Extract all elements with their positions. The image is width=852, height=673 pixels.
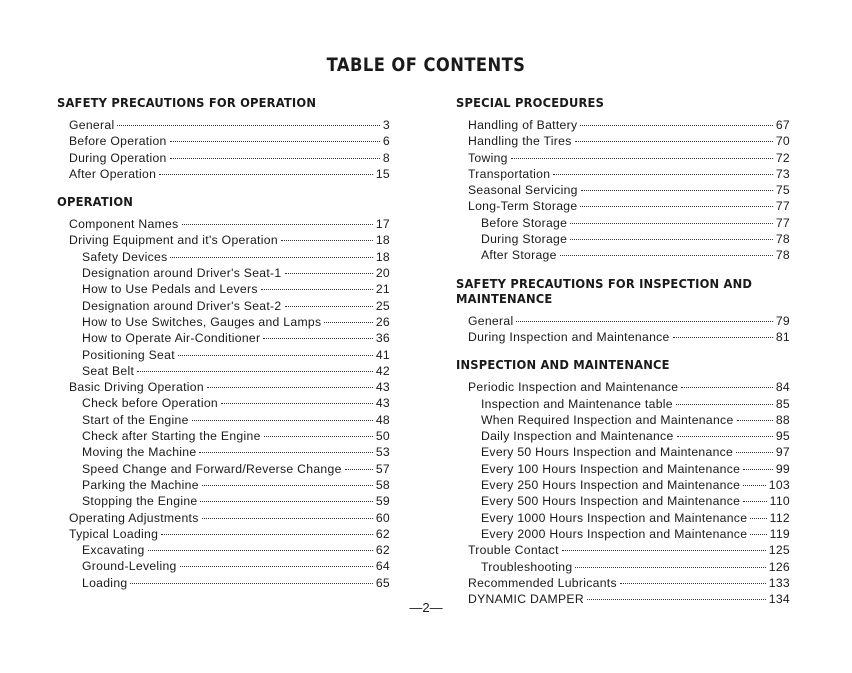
toc-entry-label: During Operation — [69, 150, 167, 165]
toc-entry[interactable] — [57, 558, 390, 574]
toc-entry-page: 6 — [382, 134, 390, 149]
toc-entry-page: 8 — [382, 150, 390, 165]
dot-leader — [170, 141, 380, 142]
toc-entry-label: Operating Adjustments — [69, 510, 199, 525]
toc-entry-label: Handling of Battery — [468, 118, 578, 132]
dot-leader — [575, 567, 765, 568]
toc-entry-label: Periodic Inspection and Maintenance — [468, 380, 679, 395]
page-title: TABLE OF CONTENTS — [326, 54, 526, 76]
toc-entry-page: 75 — [775, 183, 790, 198]
toc-entry[interactable] — [57, 117, 390, 133]
toc-entry[interactable] — [57, 216, 390, 232]
toc-entry[interactable] — [456, 461, 790, 477]
dot-leader — [580, 206, 772, 207]
toc-entry-page: 43 — [375, 380, 390, 395]
toc-entry[interactable] — [456, 166, 790, 182]
dot-leader — [581, 190, 773, 191]
toc-entry[interactable] — [57, 510, 390, 526]
dot-leader — [560, 255, 773, 256]
toc-entry-label: Every 2000 Hours Inspection and Maintenance — [481, 526, 748, 541]
toc-entry-page: 126 — [768, 559, 790, 574]
toc-entry[interactable] — [57, 330, 390, 346]
toc-entry-label: Basic Driving Operation — [69, 380, 204, 395]
toc-entry[interactable] — [456, 510, 790, 526]
section-heading: OPERATION — [57, 194, 134, 210]
toc-entry-label: Every 100 Hours Inspection and Maintenance — [481, 461, 741, 476]
toc-entry-page: 48 — [375, 412, 390, 427]
dot-leader — [570, 223, 773, 224]
toc-entry[interactable] — [57, 298, 390, 314]
toc-entry-label: Before Storage — [481, 215, 568, 230]
dot-leader — [285, 306, 373, 307]
dot-leader — [202, 485, 373, 486]
toc-entry[interactable] — [456, 215, 790, 231]
toc-entry[interactable] — [57, 461, 390, 477]
section-heading: SAFETY PRECAUTIONS FOR OPERATION — [57, 95, 317, 110]
toc-entry-label: Recommended Lubricants — [468, 575, 617, 590]
toc-entry-label: General — [468, 313, 514, 328]
dot-leader — [199, 452, 372, 453]
dot-leader — [264, 436, 373, 437]
toc-entry-label: When Required Inspection and Maintenance — [481, 412, 734, 427]
dot-leader — [580, 125, 772, 126]
toc-entry[interactable] — [456, 396, 790, 412]
dot-leader — [677, 436, 773, 437]
toc-entry[interactable] — [57, 249, 390, 265]
toc-entry[interactable] — [57, 444, 390, 460]
dot-leader — [263, 338, 372, 339]
toc-entry-page: 85 — [775, 396, 790, 411]
dot-leader — [737, 420, 773, 421]
toc-entry-page: 42 — [375, 363, 390, 378]
toc-entry[interactable] — [57, 363, 390, 379]
toc-entry-page: 21 — [375, 282, 390, 297]
toc-entry-label: Check after Starting the Engine — [82, 429, 261, 444]
dot-leader — [170, 158, 380, 159]
toc-entry-label: Inspection and Maintenance table — [481, 396, 673, 411]
toc-entry-page: 81 — [775, 329, 790, 344]
toc-entry-page: 62 — [375, 543, 390, 558]
dot-leader — [200, 501, 372, 502]
dot-leader — [743, 485, 766, 486]
toc-entry[interactable] — [57, 232, 390, 248]
dot-leader — [202, 518, 373, 519]
dot-leader — [137, 371, 373, 372]
toc-entry[interactable] — [57, 428, 390, 444]
dot-leader — [750, 518, 766, 519]
toc-entry[interactable] — [57, 314, 390, 330]
toc-entry[interactable] — [456, 477, 790, 493]
toc-entry-label: Excavating — [82, 543, 145, 558]
toc-entry[interactable] — [57, 133, 390, 149]
toc-entry-page: 78 — [775, 248, 790, 263]
dot-leader — [516, 321, 772, 322]
toc-entry-label: Driving Equipment and it's Operation — [69, 233, 278, 248]
dot-leader — [324, 322, 372, 323]
toc-entry-label: DYNAMIC DAMPER — [468, 592, 584, 607]
toc-entry-page: 43 — [375, 396, 390, 411]
toc-entry-page: 110 — [769, 494, 790, 509]
toc-entry-page: 112 — [769, 510, 790, 525]
dot-leader — [261, 289, 373, 290]
toc-entry-label: Parking the Machine — [82, 477, 199, 492]
toc-entry-label: Every 250 Hours Inspection and Maintenance — [481, 478, 741, 493]
dot-leader — [180, 566, 373, 567]
dot-leader — [117, 125, 379, 126]
toc-entry[interactable] — [456, 313, 790, 329]
toc-entry-page: 3 — [382, 118, 390, 132]
toc-entry-page: 78 — [775, 232, 790, 247]
toc-entry-page: 50 — [375, 429, 390, 444]
dot-leader — [345, 469, 373, 470]
toc-entry[interactable] — [456, 526, 790, 542]
toc-entry-page: 97 — [775, 445, 790, 460]
toc-entry-label: Positioning Seat — [82, 347, 175, 362]
dot-leader — [192, 420, 373, 421]
toc-entry-label: General — [69, 118, 115, 132]
toc-entry-page: 15 — [375, 166, 390, 181]
toc-entry-page: 59 — [375, 494, 390, 509]
toc-entry-page: 125 — [768, 543, 790, 558]
toc-entry[interactable] — [57, 379, 390, 395]
dot-leader — [681, 387, 772, 388]
dot-leader — [553, 174, 773, 175]
dot-leader — [570, 239, 773, 240]
toc-entry-page: 95 — [775, 429, 790, 444]
toc-entry-label: Designation around Driver's Seat-2 — [82, 298, 282, 313]
dot-leader — [562, 550, 766, 551]
toc-entry[interactable] — [456, 559, 790, 575]
dot-leader — [178, 355, 373, 356]
dot-leader — [161, 534, 373, 535]
toc-entry-page: 77 — [775, 215, 790, 230]
toc-entry-page: 62 — [375, 526, 390, 541]
toc-entry[interactable] — [456, 444, 790, 460]
toc-entry-page: 20 — [375, 266, 390, 281]
toc-entry[interactable] — [57, 542, 390, 558]
toc-entry-page: 103 — [768, 478, 790, 493]
toc-entry-label: Typical Loading — [69, 526, 159, 541]
toc-entry-label: During Storage — [481, 232, 568, 247]
toc-entry-page: 119 — [769, 526, 790, 541]
toc-entry[interactable] — [57, 575, 390, 591]
toc-entry-page: 18 — [375, 249, 390, 264]
dot-leader — [736, 452, 773, 453]
toc-entry-label: Designation around Driver's Seat-1 — [82, 266, 282, 281]
toc-entry-page: 53 — [375, 445, 390, 460]
dot-leader — [750, 534, 766, 535]
toc-entry-page: 58 — [375, 477, 390, 492]
toc-entry-label: Stopping the Engine — [82, 494, 198, 509]
toc-entry[interactable] — [57, 395, 390, 411]
page-number: —2— — [409, 600, 443, 615]
toc-entry-page: 79 — [775, 313, 790, 328]
toc-entry-page: 99 — [775, 461, 790, 476]
toc-entry[interactable] — [57, 281, 390, 297]
toc-entry[interactable] — [456, 198, 790, 214]
toc-entry-page: 84 — [775, 380, 790, 395]
toc-entry-label: After Operation — [69, 166, 157, 181]
toc-entry-label: Before Operation — [69, 134, 167, 149]
toc-entry-label: Every 1000 Hours Inspection and Maintenance — [481, 510, 748, 525]
dot-leader — [182, 224, 373, 225]
dot-leader — [130, 583, 372, 584]
toc-entry-label: Handling the Tires — [468, 134, 572, 149]
toc-entry-label: Seasonal Servicing — [468, 183, 578, 198]
toc-entry-label: Transportation — [468, 166, 551, 181]
toc-entry-label: Seat Belt — [82, 363, 135, 378]
toc-entry-label: Long-Term Storage — [468, 199, 578, 214]
dot-leader — [673, 337, 773, 338]
toc-entry-label: Speed Change and Forward/Reverse Change — [82, 461, 342, 476]
toc-entry-page: 73 — [775, 166, 790, 181]
toc-entry[interactable] — [57, 150, 390, 166]
toc-entry-label: Component Names — [69, 217, 179, 232]
toc-entry-page: 77 — [775, 199, 790, 214]
dot-leader — [281, 240, 373, 241]
toc-entry-label: Trouble Contact — [468, 543, 559, 558]
toc-entry-page: 26 — [375, 314, 390, 329]
toc-entry-page: 18 — [375, 233, 390, 248]
section-heading: INSPECTION AND MAINTENANCE — [456, 357, 670, 373]
toc-entry-page: 25 — [375, 298, 390, 313]
toc-entry[interactable] — [57, 526, 390, 542]
toc-entry-page: 134 — [768, 592, 790, 607]
dot-leader — [620, 583, 766, 584]
toc-entry-page: 133 — [768, 575, 790, 590]
toc-entry[interactable] — [57, 166, 390, 182]
toc-entry[interactable] — [456, 379, 790, 395]
dot-leader — [207, 387, 373, 388]
section-heading: SPECIAL PROCEDURES — [456, 95, 605, 110]
toc-entry-label: Daily Inspection and Maintenance — [481, 429, 674, 444]
toc-entry-label: How to Operate Air-Conditioner — [82, 331, 261, 346]
toc-entry[interactable] — [57, 412, 390, 428]
toc-entry-label: Loading — [82, 575, 128, 590]
toc-entry-label: Moving the Machine — [82, 445, 197, 460]
dot-leader — [511, 158, 773, 159]
toc-entry-page: 65 — [375, 575, 390, 590]
dot-leader — [148, 550, 373, 551]
toc-entry[interactable] — [456, 542, 790, 558]
section-heading: SAFETY PRECAUTIONS FOR INSPECTION AND MAINTENANCE — [456, 275, 753, 306]
toc-entry-label: After Storage — [481, 248, 557, 263]
toc-entry[interactable] — [57, 477, 390, 493]
dot-leader — [221, 403, 373, 404]
toc-entry-label: Check before Operation — [82, 396, 218, 411]
toc-entry[interactable] — [456, 133, 790, 149]
toc-entry-page: 57 — [375, 461, 390, 476]
toc-entry[interactable] — [456, 493, 790, 509]
toc-entry-label: Towing — [468, 150, 508, 165]
toc-entry[interactable] — [456, 575, 790, 591]
dot-leader — [743, 469, 773, 470]
toc-entry[interactable] — [456, 428, 790, 444]
toc-entry-label: How to Use Pedals and Levers — [82, 282, 258, 297]
toc-entry-label: Every 500 Hours Inspection and Maintenance — [481, 494, 741, 509]
toc-entry-page: 60 — [375, 510, 390, 525]
toc-entry-page: 88 — [775, 412, 790, 427]
toc-entry[interactable] — [456, 182, 790, 198]
toc-entry-page: 72 — [775, 150, 790, 165]
toc-entry[interactable] — [57, 347, 390, 363]
toc-entry-page: 36 — [375, 331, 390, 346]
toc-entry-page: 64 — [375, 559, 390, 574]
toc-left-column — [57, 95, 390, 591]
toc-entry[interactable] — [456, 231, 790, 247]
toc-entry-label: Safety Devices — [82, 249, 168, 264]
dot-leader — [285, 273, 373, 274]
toc-entry[interactable] — [456, 150, 790, 166]
dot-leader — [575, 141, 773, 142]
toc-entry-label: Ground-Leveling — [82, 559, 177, 574]
toc-entry-label: Troubleshooting — [481, 559, 573, 574]
dot-leader — [743, 501, 766, 502]
toc-entry[interactable] — [57, 265, 390, 281]
toc-entry[interactable] — [57, 493, 390, 509]
dot-leader — [159, 174, 373, 175]
toc-right-column — [456, 95, 790, 607]
toc-entry-label: During Inspection and Maintenance — [468, 329, 670, 344]
toc-entry-label: Start of the Engine — [82, 412, 189, 427]
toc-entry[interactable] — [456, 117, 790, 133]
toc-entry-label: Every 50 Hours Inspection and Maintenance — [481, 445, 734, 460]
dot-leader — [170, 257, 372, 258]
toc-entry[interactable] — [456, 247, 790, 263]
toc-entry-page: 70 — [775, 134, 790, 149]
toc-entry[interactable] — [456, 412, 790, 428]
toc-entry-label: How to Use Switches, Gauges and Lamps — [82, 314, 322, 329]
dot-leader — [676, 404, 773, 405]
toc-entry-page: 41 — [375, 347, 390, 362]
toc-entry-page: 67 — [775, 118, 790, 132]
toc-entry[interactable] — [456, 329, 790, 345]
toc-entry-page: 17 — [375, 217, 390, 232]
